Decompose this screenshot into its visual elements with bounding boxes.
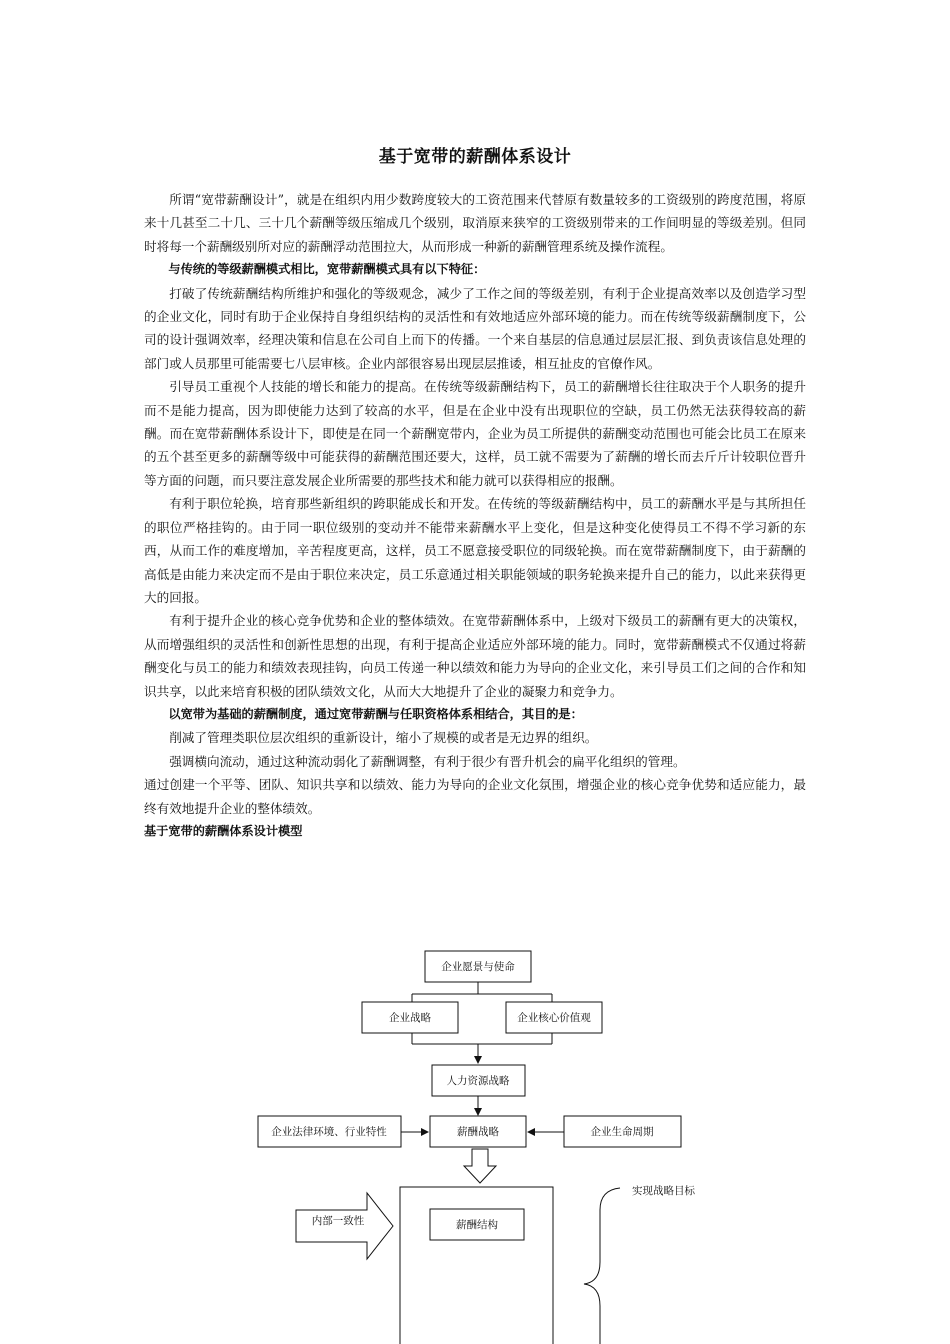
paragraph-intro: 所谓“宽带薪酬设计”，就是在组织内用少数跨度较大的工资范围来代替原有数量较多的工资级别的跨度范围，将原来十几甚至二十几、三十几个薪酬等级压缩成几个级别，取消原来狭窄的工资级别带来的工作间明显的等级差别。但同时将每一个薪酬级别所对应的薪酬浮动范围拉大，从而形成一种新的薪酬管理系统及操作流程。 — [144, 192, 806, 254]
paragraph-feature-2: 引导员工重视个人技能的增长和能力的提高。在传统等级薪酬结构下，员工的薪酬增长往往取决于个人职务的提升而不是能力提高，因为即使能力达到了较高的水平，但是在企业中没有出现职位的空缺，员工仍然无法获得较高的薪酬。而在宽带薪酬体系设计下，即使是在同一个薪酬宽带内，企业为员工所提供的薪酬变动范围也可能会比员工在原来的五个甚至更多的薪酬等级中可能获得的薪酬范围还要大，这样，员工就不需要为了薪酬的增长而去斤斤计较职位晋升等方面的问题，而只要注意发展企业所需要的那些技术和能力就可以获得相应的报酬。 — [144, 379, 806, 488]
goal-brace — [584, 1188, 620, 1344]
hr-strategy-label: 人力资源战略 — [446, 1075, 510, 1087]
paragraph-feature-1: 打破了传统薪酬结构所维护和强化的等级观念，减少了工作之间的等级差别，有利于企业提高效率以及创造学习型的企业文化，同时有助于企业保持自身组织结构的灵活性和有效地适应外部环境的能力。而在传统等级薪酬制度下，公司的设计强调效率，经理决策和信息在公司自上而下的传播。一个来自基层的信息通过层层汇报、到负责该信息处理的部门或人员那里可能需要七八层审核。企业内部很容易出现层层推诿，相互扯皮的官僚作风。 — [144, 285, 806, 371]
paragraph-purpose-3: 通过创建一个平等、团队、知识共享和以绩效、能力为导向的企业文化氛围，增强企业的核心竞争优势和适应能力，最终有效地提升企业的整体绩效。 — [144, 777, 806, 816]
paragraph-purpose-1: 削减了管理类职位层次组织的重新设计，缩小了规模的或者是无边界的组织。 — [169, 730, 598, 746]
page-title: 基于宽带的薪酬体系设计 — [378, 147, 572, 167]
hollow-down-arrow — [464, 1149, 496, 1183]
vision-label: 企业愿景与使命 — [441, 961, 515, 973]
goal-label: 实现战略目标 — [632, 1185, 695, 1197]
heading-purpose: 以宽带为基础的薪酬制度，通过宽带薪酬与任职资格体系相结合，其目的是： — [168, 706, 583, 721]
paragraph-feature-3: 有利于职位轮换，培育那些新组织的跨职能成长和开发。在传统的等级薪酬结构中，员工的薪酬水平是与其所担任的职位严格挂钩的。由于同一职位级别的变动并不能带来薪酬水平上变化，但是这种变化使得员工不得不学习新的东西，从而工作的难度增加，辛苦程度更高，这样，员工不愿意接受职位的同级轮换。而在宽带薪酬制度下，由于薪酬的高低是由能力来决定而不是由于职位来决定，员工乐意通过相关职能领域的职务轮换来提升自己的能力，以此来获得更大的回报。 — [144, 496, 806, 605]
strategy-label: 企业战略 — [389, 1012, 431, 1024]
paragraph-purpose-2: 强调横向流动，通过这种流动弱化了薪酬调整，有利于很少有晋升机会的扁平化组织的管理。 — [169, 753, 686, 769]
document-body — [144, 188, 806, 843]
heading-features: 与传统的等级薪酬模式相比，宽带薪酬模式具有以下特征： — [168, 262, 486, 277]
comp-structure-label: 薪酬结构 — [456, 1219, 498, 1231]
internal-consistency-label: 内部一致性 — [311, 1215, 365, 1227]
legal-label: 企业法律环境、行业特性 — [271, 1126, 387, 1138]
comp-strategy-label: 薪酬战略 — [457, 1126, 499, 1138]
heading-model: 基于宽带的薪酬体系设计模型 — [144, 823, 303, 838]
lifecycle-label: 企业生命周期 — [590, 1126, 654, 1138]
values-label: 企业核心价值观 — [517, 1012, 591, 1024]
paragraph-feature-4: 有利于提升企业的核心竞争优势和企业的整体绩效。在宽带薪酬体系中，上级对下级员工的薪酬有更大的决策权，从而增强组织的灵活性和创新性思想的出现，有利于提高企业适应外部环境的能力。同时，宽带薪酬模式不仅通过将薪酬变化与员工的能力和绩效表现挂钩，向员工传递一种以绩效和能力为导向的企业文化，来引导员工们之间的合作和知识共享，以此来培育积极的团队绩效文化，从而大大地提升了企业的凝聚力和竞争力。 — [144, 613, 806, 699]
model-diagram — [0, 930, 950, 1344]
